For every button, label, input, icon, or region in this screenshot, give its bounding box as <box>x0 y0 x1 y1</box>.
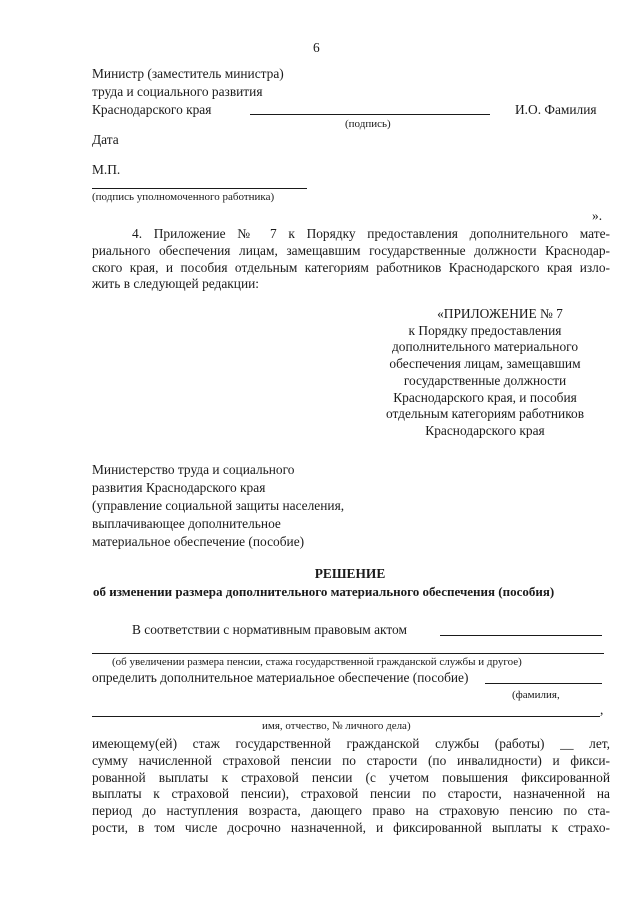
name-fill-line-2 <box>92 716 600 717</box>
signatory-title-line2: труда и социального развития <box>92 84 263 99</box>
signatory-title-line1: Министр (заместитель министра) <box>92 66 284 81</box>
legal-act-fill-line-2 <box>92 653 604 654</box>
appendix-heading <box>370 306 600 440</box>
legal-act-fill-line <box>440 635 602 636</box>
decision-body <box>92 736 610 837</box>
paragraph-4-line: риального обеспечения лицам, замещавшим государственные должности Краснодар- <box>92 242 610 258</box>
appendix-line: Краснодарского края, и пособия <box>393 389 577 405</box>
appendix-line: отдельным категориям работников <box>385 406 585 422</box>
authorized-signature-line <box>92 188 307 189</box>
closing-quote: ». <box>592 208 603 223</box>
appendix-line: обеспечения лицам, замещавшим <box>389 356 581 372</box>
page-number: 6 <box>313 40 320 55</box>
decision-line1: В соответствии с нормативным правовым актом <box>132 622 407 637</box>
decision-body-line: период до наступления возраста, дающего право на страховую пенсию по ста- <box>92 803 610 819</box>
signatory-name: И.О. Фамилия <box>515 102 597 117</box>
appendix-line: «ПРИЛОЖЕНИЕ № 7 <box>437 306 563 321</box>
decision-subtitle: об изменении размера дополнительного материального обеспечения (пособия) <box>93 584 555 599</box>
decision-body-line: выплаты к страховой пенсии), страховой пенсии по старости, назначенной на <box>92 786 610 802</box>
ministry-line: выплачивающее дополнительное <box>92 516 281 531</box>
signatory-title-line3: Краснодарского края <box>92 102 212 117</box>
name-fill-line <box>485 683 602 684</box>
decision-body-line: рости, в том числе досрочно назначенной, и фиксированной выплаты к страхо- <box>92 819 610 835</box>
appendix-line: Краснодарского края <box>425 422 545 438</box>
signature-line <box>250 114 490 115</box>
name-caption-part1: (фамилия, <box>512 689 560 701</box>
decision-body-line: рованной выплаты к страховой пенсии (с учетом повышения фиксированной <box>92 769 610 785</box>
authorized-signature-caption: (подпись уполномоченного работника) <box>92 191 275 203</box>
seal-label: М.П. <box>92 162 121 177</box>
paragraph-4-line: ского края, и пособия отдельным категориям работников Краснодарского края изло- <box>92 259 610 275</box>
appendix-line: дополнительного материального <box>391 339 579 355</box>
trailing-comma: , <box>600 702 604 717</box>
name-caption-part2: имя, отчество, № личного дела) <box>262 720 411 732</box>
ministry-line: материальное обеспечение (пособие) <box>92 534 305 549</box>
paragraph-4-line: жить в следующей редакции: <box>92 276 260 292</box>
paragraph-4 <box>92 226 610 293</box>
decision-line2: определить дополнительное материальное обеспечение (пособие) <box>92 670 469 685</box>
decision-title: РЕШЕНИЕ <box>314 566 386 581</box>
legal-act-caption: (об увеличении размера пенсии, стажа государственной гражданской службы и другое) <box>112 656 522 668</box>
ministry-line: Министерство труда и социального <box>92 462 295 477</box>
paragraph-4-line: 4. Приложение № 7 к Порядку предоставления дополнительного мате- <box>132 226 610 241</box>
appendix-line: к Порядку предоставления <box>408 322 562 338</box>
date-label: Дата <box>92 132 119 147</box>
signature-caption: (подпись) <box>345 118 391 130</box>
appendix-line: государственные должности <box>403 372 567 388</box>
ministry-line: (управление социальной защиты населения, <box>92 498 345 513</box>
decision-body-line: имеющему(ей) стаж государственной гражданской службы (работы) __ лет, <box>92 736 610 751</box>
ministry-line: развития Краснодарского края <box>92 480 266 495</box>
decision-body-line: сумму начисленной страховой пенсии по старости (по инвалидности) и фикси- <box>92 752 610 768</box>
